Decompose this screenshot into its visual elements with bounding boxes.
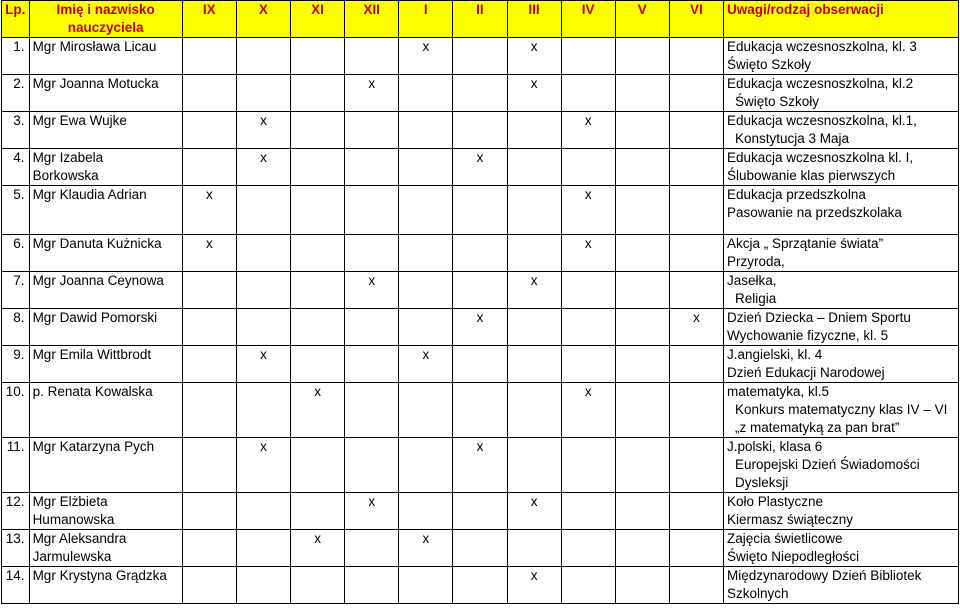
month-mark-cell bbox=[291, 235, 345, 272]
row-number: 3. bbox=[2, 112, 30, 149]
observation-note-line: Szkolnych bbox=[727, 586, 789, 601]
observation-note-line: Ślubowanie klas pierwszych bbox=[727, 168, 896, 183]
table-row bbox=[2, 309, 959, 346]
observation-note-line: Święto Szkoły bbox=[735, 94, 820, 109]
month-mark-cell bbox=[182, 112, 236, 149]
row-number: 2. bbox=[2, 75, 30, 112]
teacher-name-line1: Mgr Krystyna Grądzka bbox=[32, 568, 167, 583]
teacher-name-line1: Mgr Danuta Kużnicka bbox=[32, 236, 162, 251]
month-mark-cell bbox=[291, 75, 345, 112]
teacher-name bbox=[29, 309, 182, 346]
header-name-line2: nauczyciela bbox=[67, 20, 144, 35]
row-number: 5. bbox=[2, 186, 30, 235]
row-number: 1. bbox=[2, 38, 30, 75]
month-mark-cell bbox=[453, 493, 507, 530]
teacher-name-line1: Mgr Aleksandra bbox=[32, 531, 127, 546]
teacher-name bbox=[29, 383, 182, 438]
month-mark-cell bbox=[669, 149, 723, 186]
observation-note-line: Przyroda, bbox=[727, 254, 785, 269]
month-mark-cell bbox=[399, 149, 453, 186]
month-mark-cell bbox=[507, 309, 561, 346]
table-row bbox=[2, 186, 959, 235]
teacher-name-line1: Mgr Klaudia Adrian bbox=[32, 187, 147, 202]
month-mark-cell bbox=[291, 38, 345, 75]
month-mark-cell bbox=[345, 438, 399, 493]
observation-notes bbox=[724, 75, 959, 112]
observation-note-line: Akcja „ Sprzątanie świata” bbox=[727, 236, 884, 251]
month-mark-cell bbox=[399, 186, 453, 235]
observation-note-line: Konkurs matematyczny klas IV – VI bbox=[735, 402, 948, 417]
observation-note-line: Wychowanie fizyczne, kl. 5 bbox=[727, 328, 889, 343]
month-mark-cell bbox=[561, 530, 615, 567]
month-mark-cell: x bbox=[345, 493, 399, 530]
month-mark-cell bbox=[561, 38, 615, 75]
month-mark-cell bbox=[182, 75, 236, 112]
observation-note-line: Dysleksji bbox=[735, 475, 789, 490]
month-mark-cell bbox=[345, 309, 399, 346]
observation-notes bbox=[724, 235, 959, 272]
teacher-name bbox=[29, 493, 182, 530]
month-mark-cell bbox=[561, 493, 615, 530]
teacher-name bbox=[29, 38, 182, 75]
month-mark-cell bbox=[669, 272, 723, 309]
month-mark-cell: x bbox=[453, 309, 507, 346]
month-mark-cell bbox=[182, 272, 236, 309]
month-mark-cell: x bbox=[507, 567, 561, 604]
month-mark-cell bbox=[669, 75, 723, 112]
header-row bbox=[2, 1, 959, 38]
month-mark-cell bbox=[291, 112, 345, 149]
header-month-iii: III bbox=[507, 1, 561, 38]
month-mark-cell bbox=[182, 438, 236, 493]
month-mark-cell bbox=[615, 438, 669, 493]
month-mark-cell bbox=[669, 567, 723, 604]
month-mark-cell bbox=[615, 38, 669, 75]
observation-notes bbox=[724, 149, 959, 186]
month-mark-cell bbox=[669, 186, 723, 235]
teacher-name-line1: Mgr Katarzyna Pych bbox=[32, 439, 155, 454]
month-mark-cell bbox=[561, 149, 615, 186]
month-mark-cell bbox=[291, 149, 345, 186]
header-name-line1: Imię i nazwisko bbox=[56, 2, 155, 17]
month-mark-cell bbox=[236, 567, 290, 604]
month-mark-cell bbox=[399, 493, 453, 530]
month-mark-cell bbox=[615, 530, 669, 567]
teacher-name bbox=[29, 75, 182, 112]
month-mark-cell bbox=[236, 272, 290, 309]
month-mark-cell bbox=[345, 186, 399, 235]
month-mark-cell bbox=[236, 186, 290, 235]
month-mark-cell bbox=[182, 493, 236, 530]
month-mark-cell bbox=[669, 235, 723, 272]
month-mark-cell: x bbox=[507, 75, 561, 112]
month-mark-cell bbox=[399, 235, 453, 272]
observation-note-line: Międzynarodowy Dzień Bibliotek bbox=[727, 568, 922, 583]
teacher-name-line1: Mgr Emila Wittbrodt bbox=[32, 347, 152, 362]
month-mark-cell bbox=[399, 383, 453, 438]
table-row bbox=[2, 272, 959, 309]
month-mark-cell: x bbox=[453, 149, 507, 186]
observation-notes bbox=[724, 493, 959, 530]
month-mark-cell: x bbox=[561, 112, 615, 149]
header-month-x: X bbox=[236, 1, 290, 38]
month-mark-cell bbox=[236, 75, 290, 112]
observation-note-line: Edukacja wczesnoszkolna, kl.1, bbox=[727, 113, 917, 128]
teacher-name bbox=[29, 112, 182, 149]
month-mark-cell bbox=[507, 383, 561, 438]
observation-note-line: matematyka, kl.5 bbox=[727, 384, 830, 399]
month-mark-cell bbox=[669, 493, 723, 530]
month-mark-cell bbox=[399, 567, 453, 604]
month-mark-cell bbox=[291, 493, 345, 530]
teacher-name-line1: p. Renata Kowalska bbox=[32, 384, 153, 399]
teacher-name bbox=[29, 149, 182, 186]
row-number: 4. bbox=[2, 149, 30, 186]
month-mark-cell: x bbox=[236, 346, 290, 383]
month-mark-cell bbox=[615, 272, 669, 309]
table-row bbox=[2, 75, 959, 112]
month-mark-cell bbox=[561, 272, 615, 309]
month-mark-cell bbox=[615, 309, 669, 346]
month-mark-cell bbox=[182, 567, 236, 604]
observation-note-line: Dzień Edukacji Narodowej bbox=[727, 365, 885, 380]
month-mark-cell bbox=[615, 75, 669, 112]
month-mark-cell bbox=[561, 346, 615, 383]
header-month-iv: IV bbox=[561, 1, 615, 38]
month-mark-cell: x bbox=[561, 383, 615, 438]
teacher-name-line2: Borkowska bbox=[32, 168, 99, 183]
header-month-ii: II bbox=[453, 1, 507, 38]
header-month-i: I bbox=[399, 1, 453, 38]
month-mark-cell bbox=[615, 149, 669, 186]
month-mark-cell bbox=[615, 567, 669, 604]
month-mark-cell bbox=[615, 186, 669, 235]
month-mark-cell bbox=[291, 567, 345, 604]
month-mark-cell: x bbox=[669, 309, 723, 346]
header-month-xi: XI bbox=[291, 1, 345, 38]
month-mark-cell bbox=[345, 530, 399, 567]
teacher-name bbox=[29, 346, 182, 383]
month-mark-cell bbox=[236, 493, 290, 530]
observation-notes bbox=[724, 438, 959, 493]
table-row bbox=[2, 530, 959, 567]
table-row bbox=[2, 112, 959, 149]
header-month-vi: VI bbox=[669, 1, 723, 38]
month-mark-cell bbox=[345, 383, 399, 438]
observation-note-line: „z matematyką za pan brat” bbox=[735, 420, 900, 435]
observation-note-line: J.angielski, kl. 4 bbox=[727, 347, 823, 362]
observation-note-line: Europejski Dzień Świadomości bbox=[735, 457, 920, 472]
row-number: 6. bbox=[2, 235, 30, 272]
month-mark-cell bbox=[453, 383, 507, 438]
observation-note-line: Koło Plastyczne bbox=[727, 494, 824, 509]
table-row bbox=[2, 567, 959, 604]
month-mark-cell bbox=[507, 235, 561, 272]
header-month-xii: XII bbox=[345, 1, 399, 38]
observation-notes bbox=[724, 309, 959, 346]
month-mark-cell bbox=[182, 149, 236, 186]
month-mark-cell bbox=[182, 309, 236, 346]
row-number: 14. bbox=[2, 567, 30, 604]
teacher-name-line2: Humanowska bbox=[32, 512, 115, 527]
month-mark-cell bbox=[236, 530, 290, 567]
month-mark-cell bbox=[453, 112, 507, 149]
month-mark-cell bbox=[291, 309, 345, 346]
month-mark-cell bbox=[561, 309, 615, 346]
month-mark-cell: x bbox=[507, 493, 561, 530]
observation-note-line: Kiermasz świąteczny bbox=[727, 512, 854, 527]
month-mark-cell bbox=[669, 438, 723, 493]
month-mark-cell bbox=[561, 75, 615, 112]
month-mark-cell: x bbox=[453, 438, 507, 493]
observation-schedule-table bbox=[1, 0, 959, 604]
observation-notes bbox=[724, 567, 959, 604]
month-mark-cell bbox=[345, 346, 399, 383]
table-row bbox=[2, 438, 959, 493]
month-mark-cell bbox=[399, 112, 453, 149]
month-mark-cell bbox=[345, 112, 399, 149]
observation-note-line: Edukacja wczesnoszkolna, kl.2 bbox=[727, 76, 914, 91]
observation-note-line: Edukacja przedszkolna bbox=[727, 187, 866, 202]
month-mark-cell bbox=[615, 235, 669, 272]
observation-note-line: Jasełka, bbox=[727, 273, 777, 288]
teacher-name bbox=[29, 186, 182, 235]
month-mark-cell: x bbox=[399, 38, 453, 75]
month-mark-cell bbox=[615, 493, 669, 530]
month-mark-cell bbox=[669, 112, 723, 149]
teacher-name-line1: Mgr Dawid Pomorski bbox=[32, 310, 158, 325]
month-mark-cell bbox=[453, 235, 507, 272]
month-mark-cell: x bbox=[561, 186, 615, 235]
month-mark-cell bbox=[236, 383, 290, 438]
month-mark-cell bbox=[291, 186, 345, 235]
row-number: 11. bbox=[2, 438, 30, 493]
observation-note-line: Edukacja wczesnoszkolna, kl. 3 bbox=[727, 39, 917, 54]
month-mark-cell: x bbox=[561, 235, 615, 272]
observation-notes bbox=[724, 186, 959, 235]
row-number: 10. bbox=[2, 383, 30, 438]
observation-note-line: Pasowanie na przedszkolaka bbox=[727, 205, 902, 220]
month-mark-cell bbox=[182, 346, 236, 383]
month-mark-cell bbox=[399, 272, 453, 309]
month-mark-cell bbox=[345, 235, 399, 272]
month-mark-cell: x bbox=[291, 383, 345, 438]
month-mark-cell bbox=[182, 38, 236, 75]
month-mark-cell bbox=[453, 530, 507, 567]
month-mark-cell bbox=[236, 235, 290, 272]
month-mark-cell: x bbox=[236, 149, 290, 186]
row-number: 8. bbox=[2, 309, 30, 346]
row-number: 7. bbox=[2, 272, 30, 309]
month-mark-cell bbox=[669, 383, 723, 438]
teacher-name bbox=[29, 272, 182, 309]
month-mark-cell: x bbox=[507, 38, 561, 75]
teacher-name-line1: Mgr Izabela bbox=[32, 150, 104, 165]
row-number: 12. bbox=[2, 493, 30, 530]
month-mark-cell bbox=[561, 438, 615, 493]
month-mark-cell: x bbox=[291, 530, 345, 567]
month-mark-cell bbox=[453, 186, 507, 235]
month-mark-cell: x bbox=[236, 438, 290, 493]
month-mark-cell bbox=[399, 309, 453, 346]
month-mark-cell bbox=[561, 567, 615, 604]
teacher-name bbox=[29, 235, 182, 272]
month-mark-cell bbox=[669, 346, 723, 383]
month-mark-cell: x bbox=[399, 346, 453, 383]
month-mark-cell bbox=[453, 567, 507, 604]
observation-note-line: Święto Szkoły bbox=[727, 57, 812, 72]
month-mark-cell bbox=[507, 186, 561, 235]
observation-notes bbox=[724, 112, 959, 149]
teacher-name-line1: Mgr Elżbieta bbox=[32, 494, 108, 509]
table-row bbox=[2, 38, 959, 75]
month-mark-cell bbox=[236, 38, 290, 75]
month-mark-cell bbox=[669, 530, 723, 567]
month-mark-cell bbox=[345, 149, 399, 186]
teacher-name-line1: Mgr Joanna Motucka bbox=[32, 76, 159, 91]
row-spacer bbox=[727, 222, 955, 234]
month-mark-cell bbox=[399, 438, 453, 493]
row-number: 9. bbox=[2, 346, 30, 383]
header-month-ix: IX bbox=[182, 1, 236, 38]
month-mark-cell bbox=[182, 383, 236, 438]
teacher-name-line1: Mgr Joanna Ceynowa bbox=[32, 273, 164, 288]
observation-note-line: Zajęcia świetlicowe bbox=[727, 531, 843, 546]
observation-note-line: Religia bbox=[735, 291, 777, 306]
observation-notes bbox=[724, 383, 959, 438]
table-row bbox=[2, 493, 959, 530]
month-mark-cell bbox=[453, 272, 507, 309]
observation-note-line: Święto Niepodległości bbox=[727, 549, 860, 564]
teacher-name-line1: Mgr Ewa Wujke bbox=[32, 113, 127, 128]
month-mark-cell bbox=[236, 309, 290, 346]
observation-note-line: J.polski, klasa 6 bbox=[727, 439, 823, 454]
month-mark-cell bbox=[507, 149, 561, 186]
header-lp: Lp. bbox=[2, 1, 30, 38]
teacher-name bbox=[29, 567, 182, 604]
observation-notes bbox=[724, 38, 959, 75]
teacher-name-line1: Mgr Mirosława Licau bbox=[32, 39, 157, 54]
teacher-name-line2: Jarmulewska bbox=[32, 549, 112, 564]
month-mark-cell bbox=[453, 38, 507, 75]
month-mark-cell: x bbox=[236, 112, 290, 149]
header-month-v: V bbox=[615, 1, 669, 38]
month-mark-cell: x bbox=[345, 75, 399, 112]
month-mark-cell: x bbox=[345, 272, 399, 309]
month-mark-cell: x bbox=[182, 235, 236, 272]
header-notes: Uwagi/rodzaj obserwacji bbox=[724, 1, 959, 38]
observation-notes bbox=[724, 530, 959, 567]
month-mark-cell bbox=[291, 272, 345, 309]
observation-notes bbox=[724, 272, 959, 309]
teacher-name bbox=[29, 438, 182, 493]
month-mark-cell bbox=[507, 346, 561, 383]
month-mark-cell bbox=[507, 438, 561, 493]
header-teacher-name bbox=[29, 1, 182, 38]
month-mark-cell bbox=[291, 346, 345, 383]
month-mark-cell: x bbox=[507, 272, 561, 309]
teacher-name bbox=[29, 530, 182, 567]
observation-note-line: Dzień Dziecka – Dniem Sportu bbox=[727, 310, 911, 325]
month-mark-cell bbox=[345, 38, 399, 75]
month-mark-cell bbox=[453, 75, 507, 112]
month-mark-cell bbox=[182, 530, 236, 567]
month-mark-cell bbox=[507, 112, 561, 149]
table-row bbox=[2, 149, 959, 186]
month-mark-cell bbox=[669, 38, 723, 75]
row-number: 13. bbox=[2, 530, 30, 567]
table-row bbox=[2, 383, 959, 438]
observation-notes bbox=[724, 346, 959, 383]
month-mark-cell bbox=[507, 530, 561, 567]
month-mark-cell bbox=[453, 346, 507, 383]
month-mark-cell bbox=[291, 438, 345, 493]
table-row bbox=[2, 346, 959, 383]
month-mark-cell bbox=[399, 75, 453, 112]
month-mark-cell: x bbox=[399, 530, 453, 567]
month-mark-cell: x bbox=[182, 186, 236, 235]
month-mark-cell bbox=[615, 346, 669, 383]
month-mark-cell bbox=[615, 112, 669, 149]
table-row bbox=[2, 235, 959, 272]
month-mark-cell bbox=[345, 567, 399, 604]
month-mark-cell bbox=[615, 383, 669, 438]
observation-note-line: Konstytucja 3 Maja bbox=[735, 131, 850, 146]
observation-note-line: Edukacja wczesnoszkolna kl. I, bbox=[727, 150, 914, 165]
